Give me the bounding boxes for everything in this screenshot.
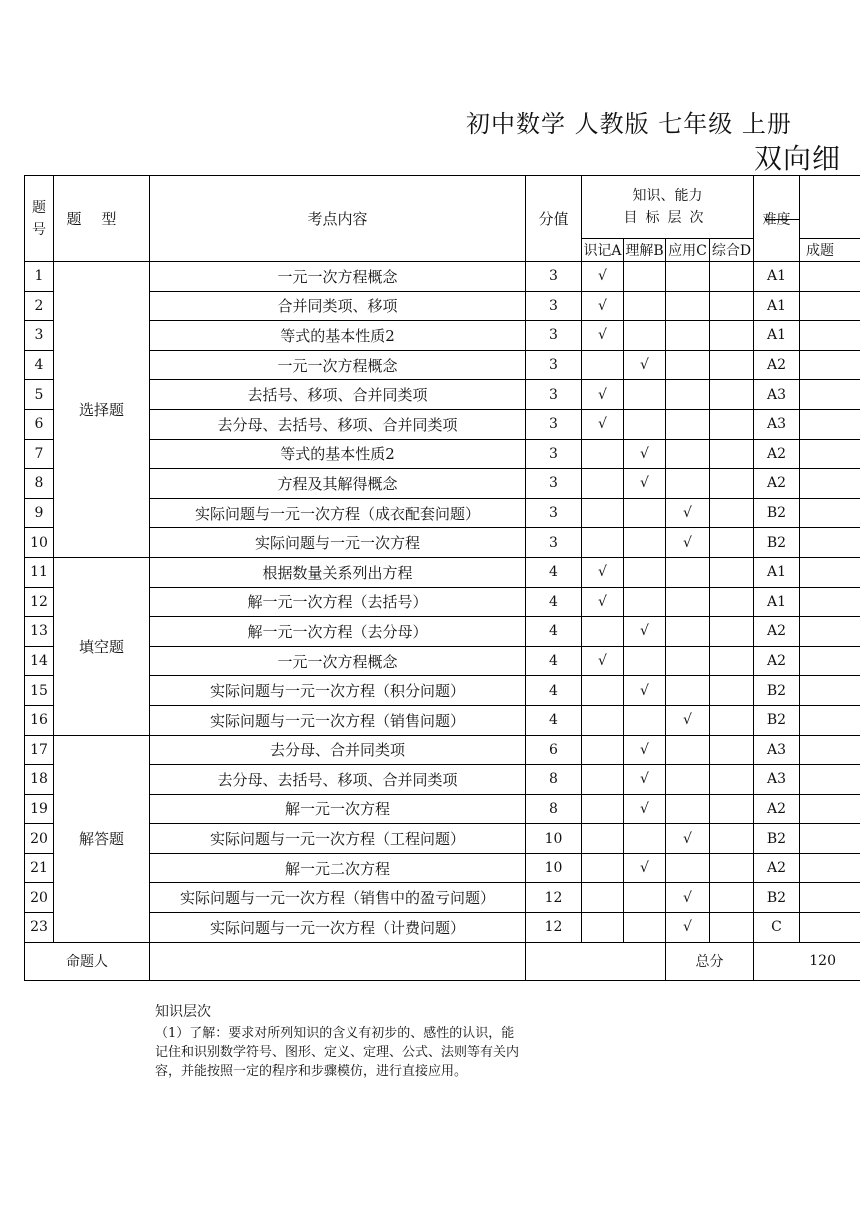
topic-content: 实际问题与一元一次方程（成衣配套问题） <box>150 498 526 528</box>
difficulty-value: A3 <box>754 765 800 795</box>
header-row <box>25 176 860 239</box>
level-c-check: √ <box>666 528 710 558</box>
level-c-check <box>666 409 710 439</box>
author-label: 命题人 <box>25 942 150 980</box>
table-row <box>25 705 860 735</box>
difficulty-value: B2 <box>754 528 800 558</box>
level-c-check <box>666 765 710 795</box>
level-d-check <box>710 350 754 380</box>
score-value: 12 <box>526 883 582 913</box>
level-c-check: √ <box>666 824 710 854</box>
question-number: 20 <box>25 824 54 854</box>
score-value: 3 <box>526 321 582 351</box>
topic-content: 一元一次方程概念 <box>150 350 526 380</box>
level-a-check <box>582 350 624 380</box>
header-type <box>54 176 150 262</box>
extra-cell <box>800 676 860 706</box>
table-row <box>25 824 860 854</box>
level-d-check <box>710 557 754 587</box>
table-row <box>25 794 860 824</box>
topic-content: 去分母、合并同类项 <box>150 735 526 765</box>
header-difficulty-label: 难度 <box>762 211 791 228</box>
level-b-check: √ <box>624 676 666 706</box>
topic-content: 解一元二次方程 <box>150 853 526 883</box>
score-value: 4 <box>526 557 582 587</box>
score-value: 8 <box>526 765 582 795</box>
level-a-check <box>582 735 624 765</box>
level-b-check: √ <box>624 617 666 647</box>
level-a-check: √ <box>582 321 624 351</box>
question-type: 选择题 <box>54 262 150 558</box>
level-a-check: √ <box>582 646 624 676</box>
level-b-check <box>624 528 666 558</box>
extra-cell <box>800 853 860 883</box>
level-d-check <box>710 765 754 795</box>
level-c-check <box>666 439 710 469</box>
level-a-check <box>582 676 624 706</box>
score-value: 4 <box>526 646 582 676</box>
topic-content: 实际问题与一元一次方程（销售问题） <box>150 705 526 735</box>
difficulty-value: B2 <box>754 676 800 706</box>
level-a-check <box>582 439 624 469</box>
level-c-check <box>666 676 710 706</box>
level-a-check: √ <box>582 409 624 439</box>
level-a-check <box>582 528 624 558</box>
extra-cell <box>800 380 860 410</box>
level-b-check <box>624 587 666 617</box>
question-number: 10 <box>25 528 54 558</box>
extra-cell <box>800 262 860 292</box>
level-d-check <box>710 528 754 558</box>
author-value <box>150 942 526 980</box>
difficulty-value: A2 <box>754 439 800 469</box>
question-number: 8 <box>25 469 54 499</box>
question-number: 13 <box>25 617 54 647</box>
score-value: 3 <box>526 350 582 380</box>
level-a-check: √ <box>582 557 624 587</box>
topic-content: 一元一次方程概念 <box>150 646 526 676</box>
level-d-check <box>710 646 754 676</box>
level-c-check: √ <box>666 498 710 528</box>
score-value: 12 <box>526 913 582 943</box>
level-d-check <box>710 498 754 528</box>
difficulty-value: A3 <box>754 380 800 410</box>
table-row <box>25 587 860 617</box>
level-c-check: √ <box>666 913 710 943</box>
level-b-check: √ <box>624 350 666 380</box>
notes-paragraph: （1）了解：要求对所列知识的含义有初步的、感性的认识，能记住和识别数学符号、图形、定义、定理、公式、法则等有关内容，并能按照一定的程序和步骤模仿，进行直接应用。 <box>155 1026 520 1079</box>
header-level-c: 应用C <box>666 239 710 262</box>
level-b-check <box>624 498 666 528</box>
table-row <box>25 409 860 439</box>
level-b-check <box>624 291 666 321</box>
level-d-check <box>710 321 754 351</box>
level-d-check <box>710 735 754 765</box>
table-row <box>25 498 860 528</box>
extra-cell <box>800 528 860 558</box>
level-b-check <box>624 646 666 676</box>
level-b-check: √ <box>624 469 666 499</box>
level-c-check <box>666 617 710 647</box>
header-difficulty <box>754 176 800 262</box>
table-row <box>25 913 860 943</box>
header-extra: 成题 <box>800 239 860 262</box>
notes-title: 知识层次 <box>155 1004 211 1020</box>
score-value: 3 <box>526 291 582 321</box>
table-row <box>25 439 860 469</box>
table-row <box>25 765 860 795</box>
question-type: 填空题 <box>54 557 150 735</box>
difficulty-value: B2 <box>754 705 800 735</box>
level-d-check <box>710 439 754 469</box>
level-b-check <box>624 824 666 854</box>
table-body <box>25 176 860 981</box>
difficulty-value: A1 <box>754 262 800 292</box>
level-c-check <box>666 735 710 765</box>
question-number: 4 <box>25 350 54 380</box>
extra-cell <box>800 291 860 321</box>
level-a-check <box>582 765 624 795</box>
extra-cell <box>800 617 860 647</box>
table-row <box>25 262 860 292</box>
table-row <box>25 528 860 558</box>
header-divider-line <box>765 219 800 220</box>
table-row <box>25 350 860 380</box>
level-a-check <box>582 794 624 824</box>
table-row <box>25 469 860 499</box>
level-d-check <box>710 824 754 854</box>
level-d-check <box>710 883 754 913</box>
level-c-check: √ <box>666 883 710 913</box>
difficulty-value: A2 <box>754 617 800 647</box>
level-d-check <box>710 409 754 439</box>
score-value: 4 <box>526 617 582 647</box>
extra-cell <box>800 350 860 380</box>
spec-table <box>24 175 860 981</box>
question-number: 19 <box>25 794 54 824</box>
extra-cell <box>800 913 860 943</box>
level-b-check: √ <box>624 794 666 824</box>
question-number: 17 <box>25 735 54 765</box>
level-c-check <box>666 469 710 499</box>
level-a-check <box>582 498 624 528</box>
level-d-check <box>710 705 754 735</box>
score-value: 10 <box>526 853 582 883</box>
extra-cell <box>800 735 860 765</box>
document-subtitle: 双向细 <box>754 142 842 175</box>
question-number: 9 <box>25 498 54 528</box>
topic-content: 根据数量关系列出方程 <box>150 557 526 587</box>
header-levels <box>582 176 754 239</box>
question-number: 5 <box>25 380 54 410</box>
difficulty-value: A1 <box>754 321 800 351</box>
topic-content: 等式的基本性质2 <box>150 321 526 351</box>
level-a-check <box>582 824 624 854</box>
score-value: 4 <box>526 676 582 706</box>
level-c-check <box>666 262 710 292</box>
level-a-check <box>582 469 624 499</box>
level-b-check: √ <box>624 439 666 469</box>
level-b-check <box>624 883 666 913</box>
header-levels-title: 知识、能力 <box>632 188 703 204</box>
question-number: 6 <box>25 409 54 439</box>
score-value: 3 <box>526 409 582 439</box>
level-c-check <box>666 380 710 410</box>
topic-content: 实际问题与一元一次方程（计费问题） <box>150 913 526 943</box>
level-d-check <box>710 380 754 410</box>
difficulty-value: A2 <box>754 794 800 824</box>
table-row <box>25 646 860 676</box>
table-row <box>25 557 860 587</box>
score-value: 3 <box>526 262 582 292</box>
difficulty-value: A2 <box>754 469 800 499</box>
table-row <box>25 853 860 883</box>
score-value: 6 <box>526 735 582 765</box>
topic-content: 实际问题与一元一次方程 <box>150 528 526 558</box>
footer-blank <box>526 942 666 980</box>
level-b-check <box>624 321 666 351</box>
difficulty-value: A2 <box>754 646 800 676</box>
header-level-d: 综合D <box>710 239 754 262</box>
level-b-check <box>624 705 666 735</box>
question-number: 14 <box>25 646 54 676</box>
level-a-check <box>582 883 624 913</box>
table-row <box>25 883 860 913</box>
extra-cell <box>800 705 860 735</box>
question-number: 23 <box>25 913 54 943</box>
header-level-a: 识记A <box>582 239 624 262</box>
question-number: 7 <box>25 439 54 469</box>
topic-content: 实际问题与一元一次方程（销售中的盈亏问题） <box>150 883 526 913</box>
header-type-label: 题型 <box>66 210 137 228</box>
level-b-check: √ <box>624 853 666 883</box>
difficulty-value: B2 <box>754 498 800 528</box>
total-value: 120 <box>754 942 860 980</box>
header-extra-top <box>800 176 860 239</box>
extra-cell <box>800 439 860 469</box>
topic-content: 实际问题与一元一次方程（积分问题） <box>150 676 526 706</box>
extra-cell <box>800 883 860 913</box>
level-a-check: √ <box>582 262 624 292</box>
extra-cell <box>800 469 860 499</box>
table-row <box>25 321 860 351</box>
header-number <box>25 176 54 262</box>
score-value: 4 <box>526 587 582 617</box>
level-d-check <box>710 291 754 321</box>
score-value: 3 <box>526 498 582 528</box>
level-a-check: √ <box>582 291 624 321</box>
topic-content: 实际问题与一元一次方程（工程问题） <box>150 824 526 854</box>
score-value: 10 <box>526 824 582 854</box>
level-b-check: √ <box>624 765 666 795</box>
extra-cell <box>800 557 860 587</box>
question-number: 11 <box>25 557 54 587</box>
difficulty-value: B2 <box>754 824 800 854</box>
question-number: 16 <box>25 705 54 735</box>
level-a-check <box>582 853 624 883</box>
extra-cell <box>800 646 860 676</box>
document-title: 初中数学 人教版 七年级 上册 <box>466 110 792 138</box>
level-a-check <box>582 705 624 735</box>
score-value: 3 <box>526 528 582 558</box>
difficulty-value: A2 <box>754 853 800 883</box>
question-number: 15 <box>25 676 54 706</box>
level-d-check <box>710 794 754 824</box>
level-b-check <box>624 262 666 292</box>
topic-content: 解一元一次方程 <box>150 794 526 824</box>
level-d-check <box>710 617 754 647</box>
extra-cell <box>800 765 860 795</box>
difficulty-value: A2 <box>754 350 800 380</box>
question-number: 1 <box>25 262 54 292</box>
notes <box>155 1003 525 1081</box>
question-number: 12 <box>25 587 54 617</box>
extra-cell <box>800 794 860 824</box>
topic-content: 去分母、去括号、移项、合并同类项 <box>150 765 526 795</box>
difficulty-value: B2 <box>754 883 800 913</box>
header-level-b: 理解B <box>624 239 666 262</box>
level-a-check: √ <box>582 380 624 410</box>
topic-content: 合并同类项、移项 <box>150 291 526 321</box>
footer-row <box>25 942 860 980</box>
level-c-check <box>666 853 710 883</box>
level-d-check <box>710 469 754 499</box>
extra-cell <box>800 321 860 351</box>
level-c-check <box>666 350 710 380</box>
table-row <box>25 676 860 706</box>
question-number: 3 <box>25 321 54 351</box>
level-b-check <box>624 380 666 410</box>
question-number: 18 <box>25 765 54 795</box>
difficulty-value: A1 <box>754 587 800 617</box>
level-c-check <box>666 646 710 676</box>
level-c-check <box>666 587 710 617</box>
table-row <box>25 291 860 321</box>
topic-content: 去分母、去括号、移项、合并同类项 <box>150 409 526 439</box>
level-c-check: √ <box>666 705 710 735</box>
topic-content: 去括号、移项、合并同类项 <box>150 380 526 410</box>
extra-cell <box>800 587 860 617</box>
level-d-check <box>710 853 754 883</box>
level-a-check <box>582 913 624 943</box>
level-d-check <box>710 587 754 617</box>
extra-cell <box>800 824 860 854</box>
score-value: 3 <box>526 439 582 469</box>
score-value: 3 <box>526 469 582 499</box>
score-value: 3 <box>526 380 582 410</box>
level-d-check <box>710 676 754 706</box>
topic-content: 方程及其解得概念 <box>150 469 526 499</box>
level-b-check <box>624 409 666 439</box>
level-b-check: √ <box>624 735 666 765</box>
level-d-check <box>710 262 754 292</box>
table-row <box>25 380 860 410</box>
level-b-check <box>624 913 666 943</box>
difficulty-value: A1 <box>754 557 800 587</box>
difficulty-value: A3 <box>754 735 800 765</box>
question-number: 21 <box>25 853 54 883</box>
level-a-check <box>582 617 624 647</box>
header-content: 考点内容 <box>150 176 526 262</box>
level-a-check: √ <box>582 587 624 617</box>
level-c-check <box>666 291 710 321</box>
total-label: 总分 <box>666 942 754 980</box>
table-row <box>25 735 860 765</box>
level-c-check <box>666 557 710 587</box>
topic-content: 等式的基本性质2 <box>150 439 526 469</box>
difficulty-value: A1 <box>754 291 800 321</box>
topic-content: 解一元一次方程（去分母） <box>150 617 526 647</box>
extra-cell <box>800 498 860 528</box>
table-row <box>25 617 860 647</box>
topic-content: 解一元一次方程（去括号） <box>150 587 526 617</box>
level-b-check <box>624 557 666 587</box>
score-value: 4 <box>526 705 582 735</box>
question-type: 解答题 <box>54 735 150 942</box>
difficulty-value: A3 <box>754 409 800 439</box>
score-value: 8 <box>526 794 582 824</box>
question-number: 20 <box>25 883 54 913</box>
extra-cell <box>800 409 860 439</box>
topic-content: 一元一次方程概念 <box>150 262 526 292</box>
header-score: 分值 <box>526 176 582 262</box>
difficulty-value: C <box>754 913 800 943</box>
level-c-check <box>666 321 710 351</box>
question-number: 2 <box>25 291 54 321</box>
level-c-check <box>666 794 710 824</box>
header-levels-subtitle: 目标层次 <box>623 210 712 226</box>
header-number-label: 题 号 <box>32 199 46 238</box>
level-d-check <box>710 913 754 943</box>
